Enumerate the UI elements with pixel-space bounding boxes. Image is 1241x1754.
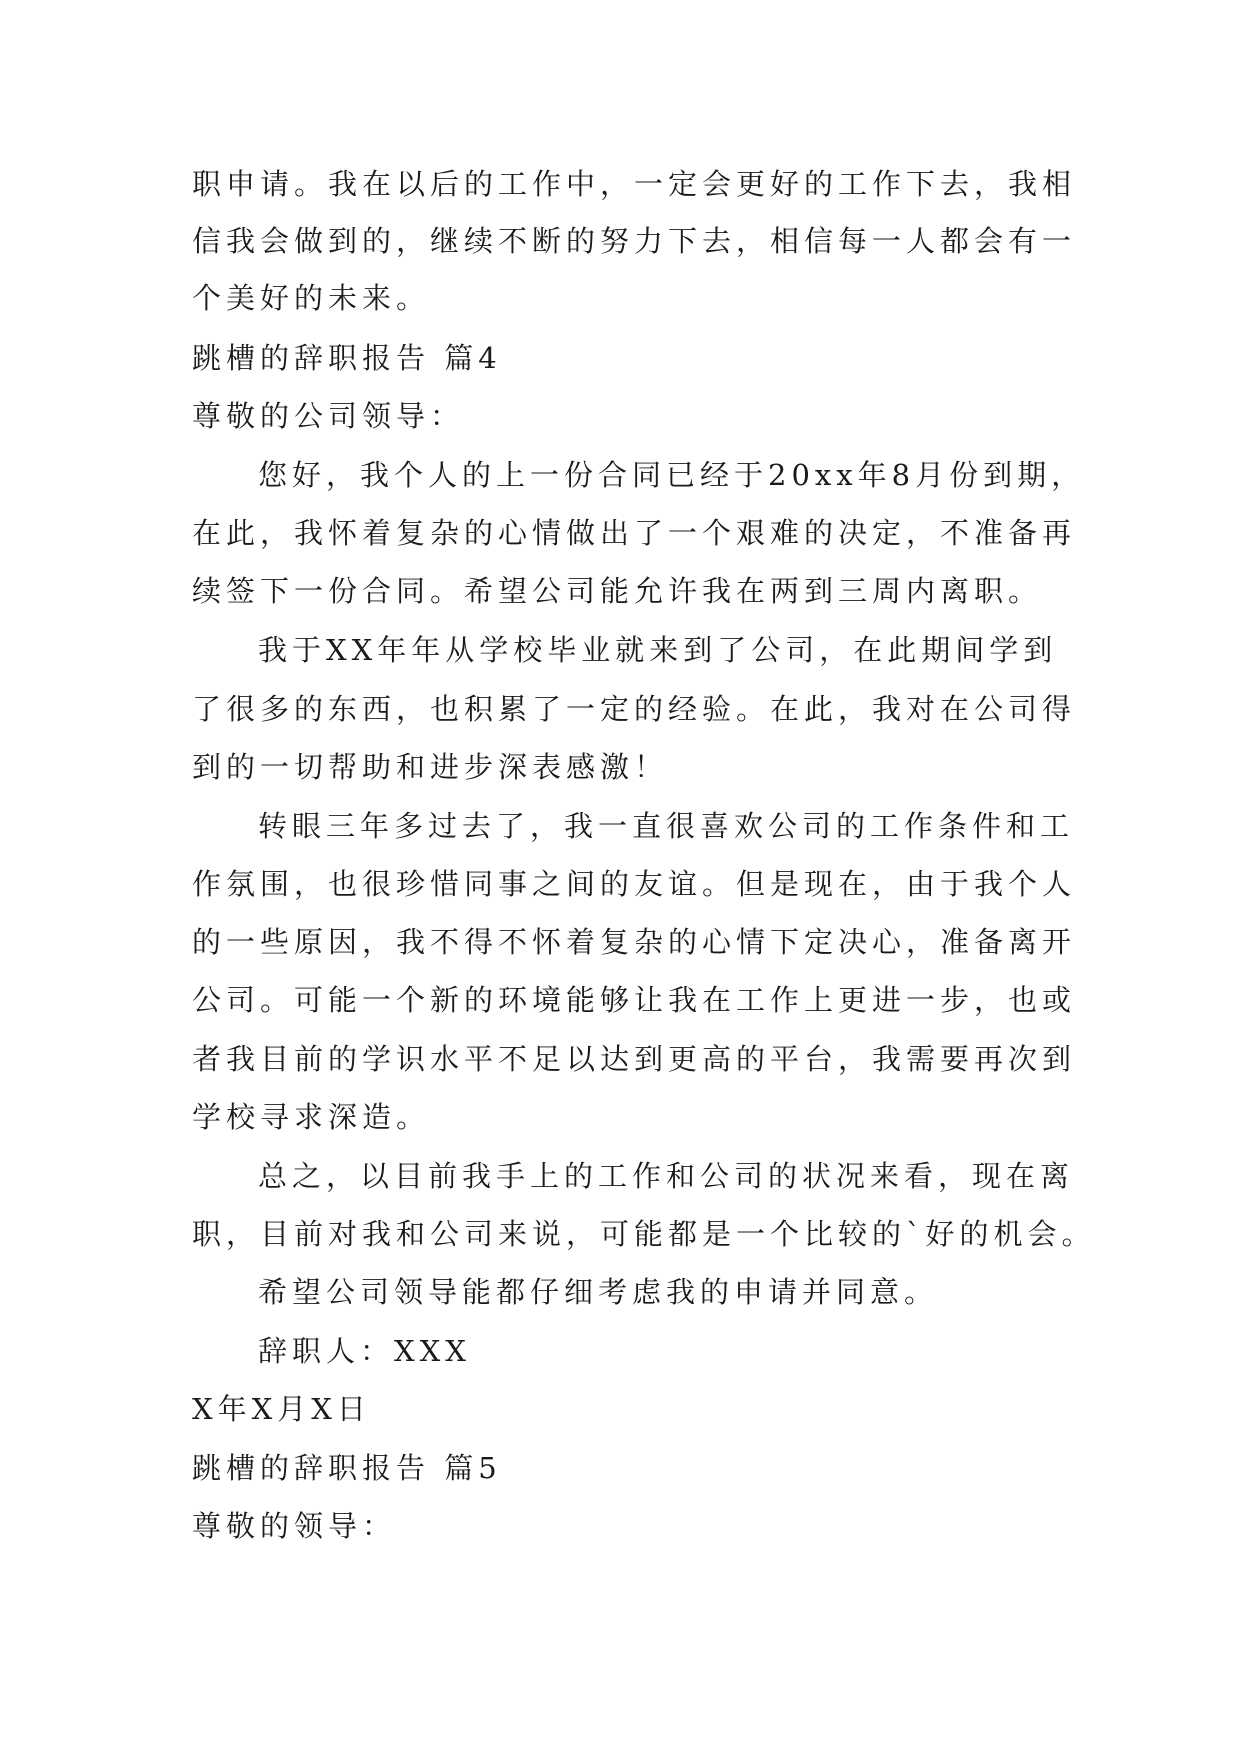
paragraph-line: 在此，我怀着复杂的心情做出了一个艰难的决定，不准备再 [192, 516, 1077, 550]
paragraph-line: 到的一切帮助和进步深表感激！ [192, 750, 669, 784]
section-heading: 跳槽的辞职报告 篇5 [192, 1451, 502, 1485]
paragraph-line: 公司。可能一个新的环境能够让我在工作上更进一步，也或 [192, 983, 1077, 1017]
paragraph-line: 者我目前的学识水平不足以达到更高的平台，我需要再次到 [192, 1042, 1077, 1076]
paragraph-line: 的一些原因，我不得不怀着复杂的心情下定决心，准备离开 [192, 925, 1077, 959]
paragraph-line: 续签下一份合同。希望公司能允许我在两到三周内离职。 [192, 574, 1043, 608]
paragraph-line: 转眼三年多过去了，我一直很喜欢公司的工作条件和工 [258, 809, 1075, 843]
date-line: X年X月X日 [192, 1392, 371, 1426]
salutation: 尊敬的公司领导： [192, 399, 465, 433]
section-heading: 跳槽的辞职报告 篇4 [192, 341, 502, 375]
paragraph-line: 作氛围，也很珍惜同事之间的友谊。但是现在，由于我个人 [192, 867, 1077, 901]
salutation: 尊敬的领导： [192, 1509, 397, 1543]
paragraph-line: 总之，以目前我手上的工作和公司的状况来看，现在离 [258, 1159, 1075, 1193]
closing-line: 希望公司领导能都仔细考虑我的申请并同意。 [258, 1275, 939, 1309]
paragraph-line: 我于XX年年从学校毕业就来到了公司，在此期间学到 [258, 633, 1058, 667]
signature-line: 辞职人：XXX [258, 1334, 471, 1368]
paragraph-line: 学校寻求深造。 [192, 1100, 431, 1134]
body-line: 信我会做到的，继续不断的努力下去，相信每一人都会有一 [192, 224, 1077, 258]
body-line: 职申请。我在以后的工作中，一定会更好的工作下去，我相 [192, 167, 1077, 201]
paragraph-line: 了很多的东西，也积累了一定的经验。在此，我对在公司得 [192, 692, 1077, 726]
paragraph-line: 职，目前对我和公司来说，可能都是一个比较的`好的机会。 [192, 1217, 1096, 1251]
paragraph-line: 您好，我个人的上一份合同已经于20xx年8月份到期， [258, 458, 1086, 492]
body-line: 个美好的未来。 [192, 281, 431, 315]
